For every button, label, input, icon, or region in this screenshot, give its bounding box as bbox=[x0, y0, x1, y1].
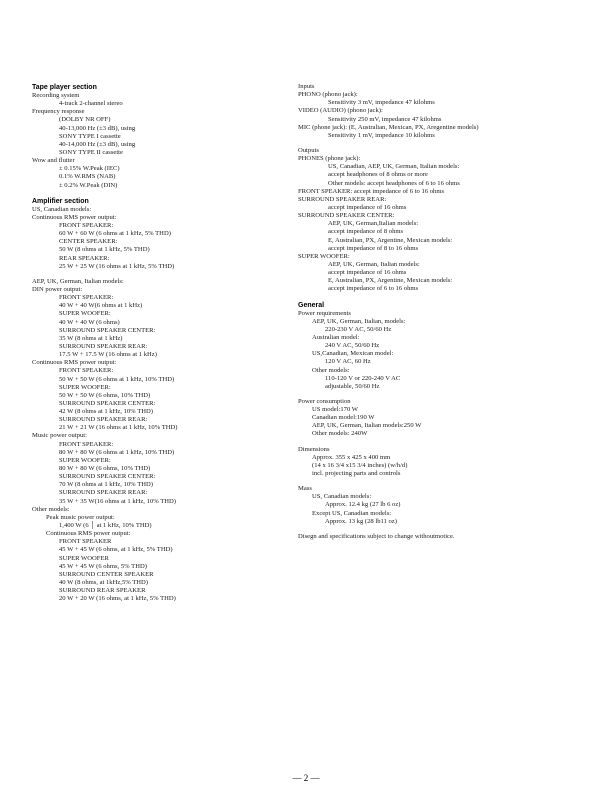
spec-line: DIN power output: bbox=[32, 285, 83, 293]
spec-line: 42 W (8 ohms at 1 kHz, 10% THD) bbox=[59, 408, 153, 416]
spec-line: ± 0.15% W.Peak (IEC) bbox=[59, 165, 120, 173]
spec-line: SURROUND SPEAKER CENTER: bbox=[59, 399, 156, 407]
spec-line: Frequency response bbox=[32, 108, 85, 116]
section-gap bbox=[32, 271, 292, 278]
spec-line: SURROUND SPEAKER REAR: bbox=[59, 416, 148, 424]
section-gap bbox=[298, 478, 588, 485]
spec-line: US, Canadian models: bbox=[312, 493, 372, 501]
spec-line: 4-track 2-channel stereo bbox=[59, 100, 123, 108]
spec-line: SURROUND SPEAKER REAR: bbox=[59, 342, 148, 350]
section-gap bbox=[298, 294, 588, 301]
spec-line: accept impedance of 16 ohms bbox=[328, 203, 407, 211]
spec-line: 80 W + 80 W (6 ohms at 1 kHz, 10% THD) bbox=[59, 448, 175, 456]
spec-line: VIDEO (AUDIO) (phono jack): bbox=[298, 107, 383, 115]
spec-line: SURROUND SPEAKER REAR: bbox=[298, 195, 387, 203]
spec-line: SUPER WOOFER: bbox=[59, 456, 111, 464]
spec-line: 35 W + 35 W(16 ohms at 1 kHz, 10% THD) bbox=[59, 497, 176, 505]
spec-line: 40-14,000 Hz (±3 dB), using bbox=[59, 140, 136, 148]
spec-line: Approx. 12.4 kg (27 lb 6 oz) bbox=[325, 501, 401, 509]
spec-line: SURROUND SPEAKER CENTER: bbox=[59, 326, 156, 334]
spec-line: 40 W + 40 W (6 ohms) bbox=[59, 318, 120, 326]
spec-line: SURROUND SPEAKER CENTER: bbox=[59, 473, 156, 481]
spec-line: (14 x 16 3/4 x15 3/4 inches) (w/h/d) bbox=[312, 461, 408, 469]
spec-line: Other models: 240W bbox=[312, 430, 368, 438]
spec-line: 110-120 V or 220-240 V AC bbox=[325, 374, 401, 382]
section-gap bbox=[298, 439, 588, 446]
spec-line: AEP, UK, German, Italian models: bbox=[32, 277, 124, 285]
section-gap bbox=[298, 140, 588, 147]
spec-line: FRONT SPEAKER bbox=[59, 538, 112, 546]
spec-line: Continuous RMS power output: bbox=[32, 359, 117, 367]
spec-line: US, Canadian, AEP, UK, German, Italian models: bbox=[328, 163, 460, 171]
spec-line: US, Canadian models: bbox=[32, 205, 92, 213]
spec-line: AEP, UK, German,Italian models: bbox=[328, 220, 419, 228]
spec-line: SONY TYPE I cassette bbox=[59, 132, 121, 140]
spec-line: CENTER SPEAKER: bbox=[59, 238, 118, 246]
spec-line: SURROUND CENTER SPEAKER bbox=[59, 570, 154, 578]
spec-line: 45 W + 45 W (6 ohms, 5% THD) bbox=[59, 562, 147, 570]
spec-line: accept impedance of 8 ohms bbox=[328, 228, 404, 236]
spec-line: ± 0.2% W.Peak (DIN) bbox=[59, 181, 118, 189]
spec-line: Sensitivity 1 mV, impedance 10 kilohms bbox=[328, 131, 435, 139]
spec-line: SUPER WOOFER: bbox=[59, 310, 111, 318]
spec-line: US model:170 W bbox=[312, 406, 359, 414]
spec-line: 35 W (8 ohms at 1 kHz) bbox=[59, 334, 123, 342]
spec-line: AEP, UK, German, Italian models:250 W bbox=[312, 422, 422, 430]
spec-line: Approx. 13 kg (28 lb11 oz) bbox=[325, 517, 397, 525]
spec-line: SURROUND SPEAKER REAR: bbox=[59, 489, 148, 497]
spec-line: AEP, UK, German, Italian models: bbox=[328, 260, 420, 268]
section-heading: Tape player section bbox=[32, 84, 97, 91]
spec-line: PHONES (phone jack): bbox=[298, 155, 361, 163]
spec-line: 60 W + 60 W (6 ohms at 1 kHz, 5% THD) bbox=[59, 230, 171, 238]
spec-line: SUPER WOOFER: bbox=[59, 383, 111, 391]
spec-line: Except US, Canadian models: bbox=[312, 509, 392, 517]
spec-line: Disegn and specifications subject to change withoutmotice. bbox=[298, 532, 455, 540]
spec-line: incl. projecting parts and controls bbox=[312, 470, 401, 478]
spec-line: accept impedance of 8 to 16 ohms bbox=[328, 244, 419, 252]
spec-line: Other models: bbox=[312, 366, 350, 374]
spec-line: 21 W + 21 W (16 ohms at 1 kHz, 10% THD) bbox=[59, 424, 178, 432]
spec-line: accept impedance of 6 to 16 ohms bbox=[328, 285, 419, 293]
page-number: — 2 — bbox=[292, 773, 320, 783]
spec-line: Other models: bbox=[32, 505, 70, 513]
spec-line: Inputs bbox=[298, 83, 315, 90]
spec-line: E, Australian, PX, Argentine, Mexican models: bbox=[328, 277, 453, 285]
spec-line: FRONT SPEAKER: bbox=[59, 440, 114, 448]
spec-line: MIC (phone jack): (E, Australian, Mexican, PX, Aregentine models) bbox=[298, 123, 479, 131]
section-heading: Amplifier section bbox=[32, 197, 89, 205]
spec-line: accept impedance of 16 ohms bbox=[328, 269, 407, 277]
spec-line: SUPER WOOFER bbox=[59, 554, 109, 562]
spec-line: 50 W + 50 W (6 ohms, 10% THD) bbox=[59, 391, 151, 399]
spec-line: REAR SPEAKER: bbox=[59, 254, 110, 262]
spec-line: Dimensions bbox=[298, 445, 330, 453]
spec-line: Power consumption bbox=[298, 397, 351, 405]
spec-line: (DOLBY NR OFF) bbox=[59, 116, 111, 124]
spec-line: Sensitivity 3 mV, impedance 47 kilohms bbox=[328, 99, 435, 107]
spec-line: Other models: accept headphones of 6 to 16 ohms bbox=[328, 179, 460, 187]
spec-line: Power requirements bbox=[298, 309, 351, 317]
spec-line: 70 W (8 ohms at 1 kHz, 10% THD) bbox=[59, 481, 153, 489]
spec-line: Mass bbox=[298, 485, 312, 493]
section-heading: General bbox=[298, 301, 325, 309]
spec-line: Sensitivity 250 mV, impedance 47 kilohms bbox=[328, 115, 442, 123]
spec-line: Outputs bbox=[298, 146, 319, 154]
spec-line: Continuous RMS power output: bbox=[32, 213, 117, 221]
section-gap bbox=[298, 391, 588, 398]
spec-line: SURROUND REAR SPEAKER bbox=[59, 587, 146, 595]
spec-line: SUPER WOOFER: bbox=[298, 252, 350, 260]
spec-line: 20 W + 20 W (16 ohms, at 1 kHz, 5% THD) bbox=[59, 595, 176, 603]
spec-line: 1,400 W (6 │ at 1 kHz, 10% THD) bbox=[59, 522, 152, 530]
spec-line: Wow and flutter bbox=[32, 157, 75, 165]
spec-line: SONY TYPE II cassette bbox=[59, 148, 123, 156]
spec-line: 0.1% W.RMS (NAB) bbox=[59, 173, 116, 181]
section-gap bbox=[32, 190, 292, 197]
spec-line: Approx. 355 x 425 x 400 mm bbox=[312, 453, 391, 461]
spec-line: SURROUND SPEAKER CENTER: bbox=[298, 212, 395, 220]
spec-line: 80 W + 80 W (6 ohms, 10% THD) bbox=[59, 465, 151, 473]
spec-line: Continuous RMS power output: bbox=[46, 530, 131, 538]
spec-line: 120 V AC, 60 Hz bbox=[325, 358, 371, 366]
spec-line: adjustable, 50/60 Hz bbox=[325, 382, 380, 390]
spec-line: 40-13,000 Hz (±3 dB), using bbox=[59, 124, 136, 132]
spec-line: 45 W + 45 W (6 ohms, at 1 kHz, 5% THD) bbox=[59, 546, 173, 554]
spec-line: 240 V AC, 50/60 Hz bbox=[325, 342, 380, 350]
spec-line: FRONT SPEAKER: bbox=[59, 294, 114, 302]
section-gap bbox=[298, 526, 588, 533]
spec-line: AEP, UK, German, Italian, models: bbox=[312, 317, 406, 325]
spec-line: FRONT SPEAKER: bbox=[59, 367, 114, 375]
spec-column-left bbox=[32, 83, 292, 603]
spec-line: US,Canadian, Mexican model: bbox=[312, 350, 394, 358]
spec-line: 220-230 V AC, 50/60 Hz bbox=[325, 325, 392, 333]
spec-line: PHONO (phono jack): bbox=[298, 91, 358, 99]
spec-line: Recording system bbox=[32, 92, 80, 99]
spec-line: Australian model: bbox=[312, 333, 360, 341]
spec-line: Peak music power output: bbox=[46, 513, 115, 521]
spec-line: 50 W (8 ohms at 1 kHz, 5% THD) bbox=[59, 246, 150, 254]
spec-line: 50 W + 50 W (6 ohms at 1 kHz, 10% THD) bbox=[59, 375, 175, 383]
spec-line: FRONT SPEAKER: bbox=[59, 221, 114, 229]
spec-line: Canadian model:190 W bbox=[312, 414, 375, 422]
spec-line: 17.5 W + 17.5 W (16 ohms at 1 kHz) bbox=[59, 351, 157, 359]
spec-line: accept headphones of 8 ohms or more bbox=[328, 171, 428, 179]
spec-column-right bbox=[298, 83, 588, 541]
spec-line: E, Australian, PX, Argentine, Mexican models: bbox=[328, 236, 453, 244]
spec-line: 40 W + 40 W(6 ohms at 1 kHz) bbox=[59, 302, 143, 310]
spec-line: FRONT SPEAKER: accept impedance of 6 to 16 ohms bbox=[298, 187, 445, 195]
spec-line: Music power output: bbox=[32, 432, 87, 440]
spec-line: 40 W (8 ohms, at 1kHz,5% THD) bbox=[59, 579, 149, 587]
spec-line: 25 W + 25 W (16 ohms at 1 kHz, 5% THD) bbox=[59, 262, 175, 270]
